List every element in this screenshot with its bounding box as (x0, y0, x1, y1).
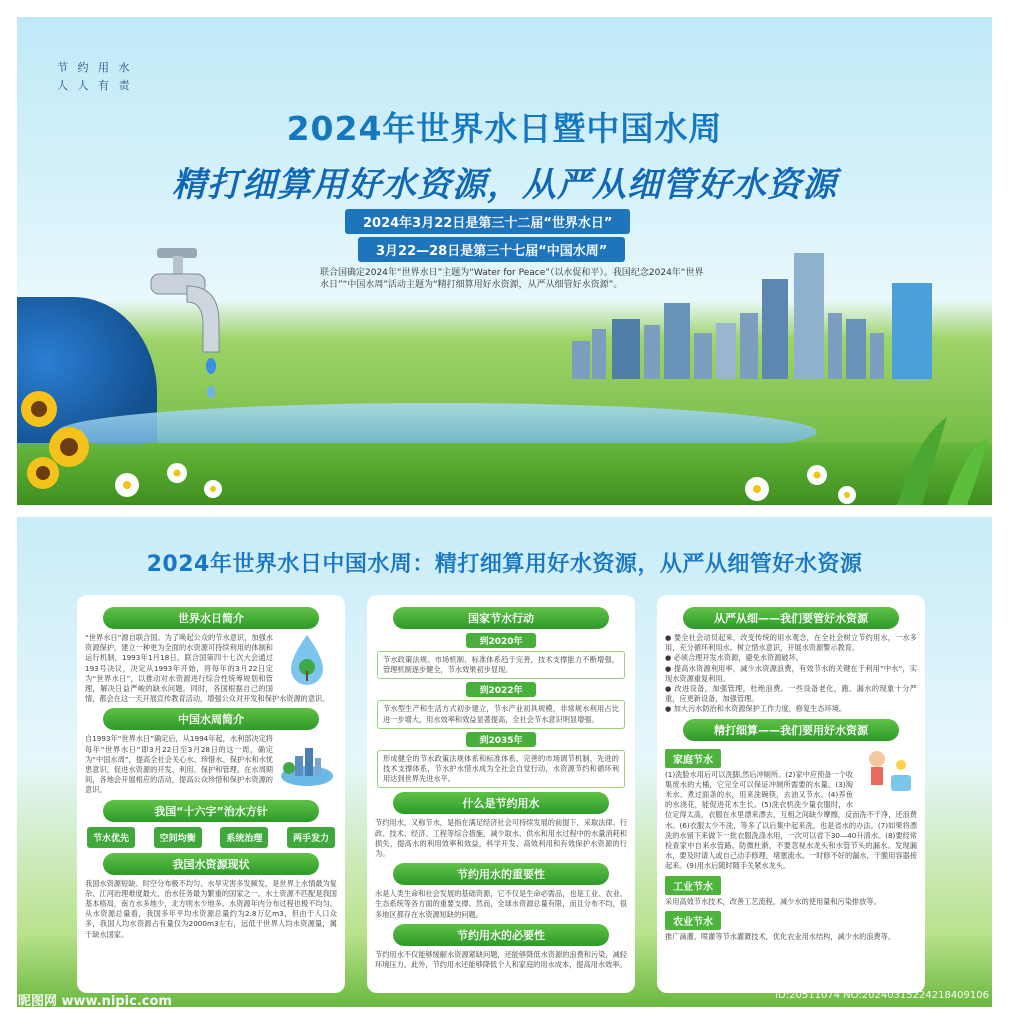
milestone-text: 节水政策法规、市场机制、标准体系趋于完善，技术支撑能力不断增强，管理机制逐步健全，节水效果初步显现。 (377, 651, 625, 679)
manage-item: ● 要全社会动员起来，改变传统的用水观念，在全社会树立节约用水，一水多用，充分循环利用水。树立惜水意识，开展水资源警示教育。 (665, 633, 917, 653)
manage-item: ● 加大污水防治和水资源保护工作力度，修复生态环境。 (665, 704, 847, 714)
milestone-label: 到2022年 (466, 682, 536, 697)
image-id-watermark: ID:20511074 NO:20240315224218409106 (775, 990, 989, 1001)
china-water-week-text: 自1993年“世界水日”确定后，从1994年起，水利部决定将每年“世界水日”即3月22日至3月28日的这一周，确定为“中国水周”，提高全社会关心水、珍惜水、保护水和水忧患意识，促进水资源的开发、利用、保护和管理。在水周期间，各地会开展相应的活动，提高公众珍惜和保护水资源的意识。 (85, 734, 273, 795)
milestone-text: 形成健全的节水政策法规体系和标准体系、完善的市场调节机制、先进的技术支撑体系，节水护水惜水成为全社会自觉行动，水资源节约和循环利用达到世界先进水平。 (377, 750, 625, 789)
sunflower-daisy-decoration (17, 377, 992, 505)
necessity-text: 节约用水不仅能够缓解水资源紧缺问题，还能够降低水资源的浪费和污染，减轻环境压力。此外，节约用水还能够降低个人和家庭的用水成本，提高用水效率。 (375, 949, 627, 970)
section-heading: 从严从细——我们要管好水资源 (683, 607, 899, 629)
manage-item-text: 提高水资源利用率，减少水资源浪费，有效节水的关键在于利用“中水”，实现水资源重复利用。 (665, 663, 917, 683)
section-heading: 中国水周简介 (103, 708, 319, 730)
world-water-day-text: “世界水日”源自联合国。为了唤起公众的节水意识，加强水资源保护，建立一种更为全面的水资源可持续利用的体制和运行机制，1993年1月18日，联合国第四十七次大会通过193号决议，决定从1993年开始，将每年的3月22日定为“世界水日”，以推动对水资源进行综合性统筹规划和管理，解决日益严峻的缺水问题。同时，各国根据自己的国情，都会在这一天开展宣传教育活动，增强公众对开发和保护水资源的意识。 (85, 633, 330, 704)
banner-subtitle: 精打细算用好水资源，从严从细管好水资源 (172, 165, 837, 205)
slogan (57, 59, 133, 95)
household-label: 家庭节水 (665, 749, 721, 768)
board-title: 2024年世界水日中国水周：精打细算用好水资源，从严从细管好水资源 (146, 552, 863, 577)
slogan-line-1: 节 约 用 水 (57, 61, 133, 74)
milestone-label: 到2020年 (466, 633, 536, 648)
principle-badge: 系统治理 (220, 827, 268, 848)
water-drop-tree-icon (277, 633, 337, 689)
principle-badge: 空间均衡 (154, 827, 202, 848)
manage-item: ● 改进设备，加强管理，杜绝浪费。一些设备老化，跑、漏水的现象十分严重，应更新设备，加强管理。 (665, 684, 917, 704)
section-heading: 我国“十六字”治水方针 (103, 800, 319, 822)
agriculture-label: 农业节水 (665, 911, 721, 930)
china-water-week-pill: 3月22—28日是第三十七届“中国水周” (358, 237, 625, 262)
banner-intro: 联合国确定2024年“世界水日”主题为“Water for Peace”（以水促和平）。我国纪念2024年“世界水日”“中国水周”活动主题为“精打细算用好水资源，从严从细管好水资源”。 (320, 268, 704, 290)
section-heading: 精打细算——我们要用好水资源 (683, 719, 899, 741)
manage-item: ● 必须合理开发水资源，避免水资源破坏。 (665, 653, 803, 663)
principle-badge: 节水优先 (87, 827, 135, 848)
milestone-text: 节水型生产和生活方式初步建立，节水产业初具规模，非常规水利用占比进一步增大，用水效率和效益显著提高，全社会节水意识明显增强。 (377, 700, 625, 728)
world-water-day-pill: 2024年3月22日是第三十二届“世界水日” (345, 209, 630, 234)
section-heading: 我国水资源现状 (103, 853, 319, 875)
section-heading: 什么是节约用水 (393, 792, 609, 814)
manage-item-text: 必须合理开发水资源，避免水资源破坏。 (673, 653, 803, 663)
top-banner (17, 17, 992, 505)
column-manage-use (657, 595, 925, 993)
section-heading: 节约用水的重要性 (393, 863, 609, 885)
section-heading: 世界水日简介 (103, 607, 319, 629)
household-text: (1)洗脸水用后可以洗脚,然后冲厕所。(2)家中应预备一个收集废水的大桶，它完全可以保证冲厕所需要的水量。(3)淘米水、煮过面条的水，用来洗碗筷，去油又节水。(4)养鱼的水浇花，能促进花木生长。(5)洗衣机洗少量衣服时，水位定得太高，衣服在水里漂来漂去，互相之间缺少摩擦，反而洗不干净，还浪费水。(6)衣服太少不洗，等多了以后集中起来洗，也是省水的办法。(7)如果将漂洗的水留下来做下一批衣服洗涤水用，一次可以省下30—40升清水。(8)要经常检查家中自来水管路。防微杜渐，不要忽视水龙头和水管节头的漏水。发现漏水，要及时请人或自己动手修理，堵塞流水。一时修不好的漏水，干脆用容器接起来。(9)用水后随时随手关紧水龙头。 (665, 769, 917, 871)
banner-title: 2024年世界水日暨中国水周 (286, 109, 723, 148)
importance-text: 水是人类生命和社会发展的基础资源，它不仅是生命必需品，也是工业、农业、生态系统等各方面的重要支撑。然而，全球水资源总量有限，而且分布不均，很多地区都存在水资源短缺的问题。 (375, 889, 627, 919)
slogan-line-2: 人 人 有 责 (57, 79, 133, 92)
milestone-label: 到2035年 (466, 732, 536, 747)
manage-item: ● 提高水资源利用率，减少水资源浪费，有效节水的关键在于利用“中水”，实现水资源重复利用。 (665, 663, 917, 683)
household-cleaning-icon (857, 745, 917, 801)
principle-badge: 两手发力 (287, 827, 335, 848)
info-board (17, 517, 992, 1007)
manage-item-text: 要全社会动员起来，改变传统的用水观念，在全社会树立节约用水，一水多用，充分循环利用水。树立惜水意识，开展水资源警示教育。 (665, 633, 917, 653)
column-national-action (367, 595, 635, 993)
water-saving-definition: 节约用水，又称节水，是指在满足经济社会可持续发展的前提下，采取法律、行政、技术、经济、工程等综合措施，减少取水、供水和用水过程中的水量消耗和损失，提高水的利用效率和效益，科学开发、高效利用和有效保护水资源的行为。 (375, 818, 627, 859)
section-heading: 国家节水行动 (393, 607, 609, 629)
industry-text: 采用高效节水技术，改善工艺流程，减少水的使用量和污染排放等。 (665, 896, 881, 906)
agriculture-text: 推广滴灌、喷灌等节水灌溉技术，优化农业用水结构，减少水的浪费等。 (665, 931, 896, 941)
section-heading: 节约用水的必要性 (393, 924, 609, 946)
globe-city-icon (277, 734, 337, 790)
water-status-text: 我国水资源短缺、时空分布极不均匀、水旱灾害多发频发，是世界上水情最为复杂、江河治理难度最大、治水任务最为繁重的国家之一。水土资源不匹配是我国基本格局，南方水多地少，北方则水少地多。水资源年内分布过程也极不均匀。从水资源总量看，我国多年平均水资源总量约为2.8万亿m3，但由于人口众多，我国人均水资源占有量仅为2000m3左右，远低于世界人均水资源量，属于缺水国家。 (85, 878, 337, 939)
manage-item-text: 加大污水防治和水资源保护工作力度，修复生态环境。 (673, 704, 847, 714)
industry-label: 工业节水 (665, 876, 721, 895)
policy-principles (87, 827, 335, 848)
column-introductions (77, 595, 345, 993)
manage-item-text: 改进设备，加强管理，杜绝浪费。一些设备老化，跑、漏水的现象十分严重，应更新设备，加强管理。 (665, 684, 917, 704)
site-watermark: 昵图网 www.nipic.com (18, 994, 172, 1009)
